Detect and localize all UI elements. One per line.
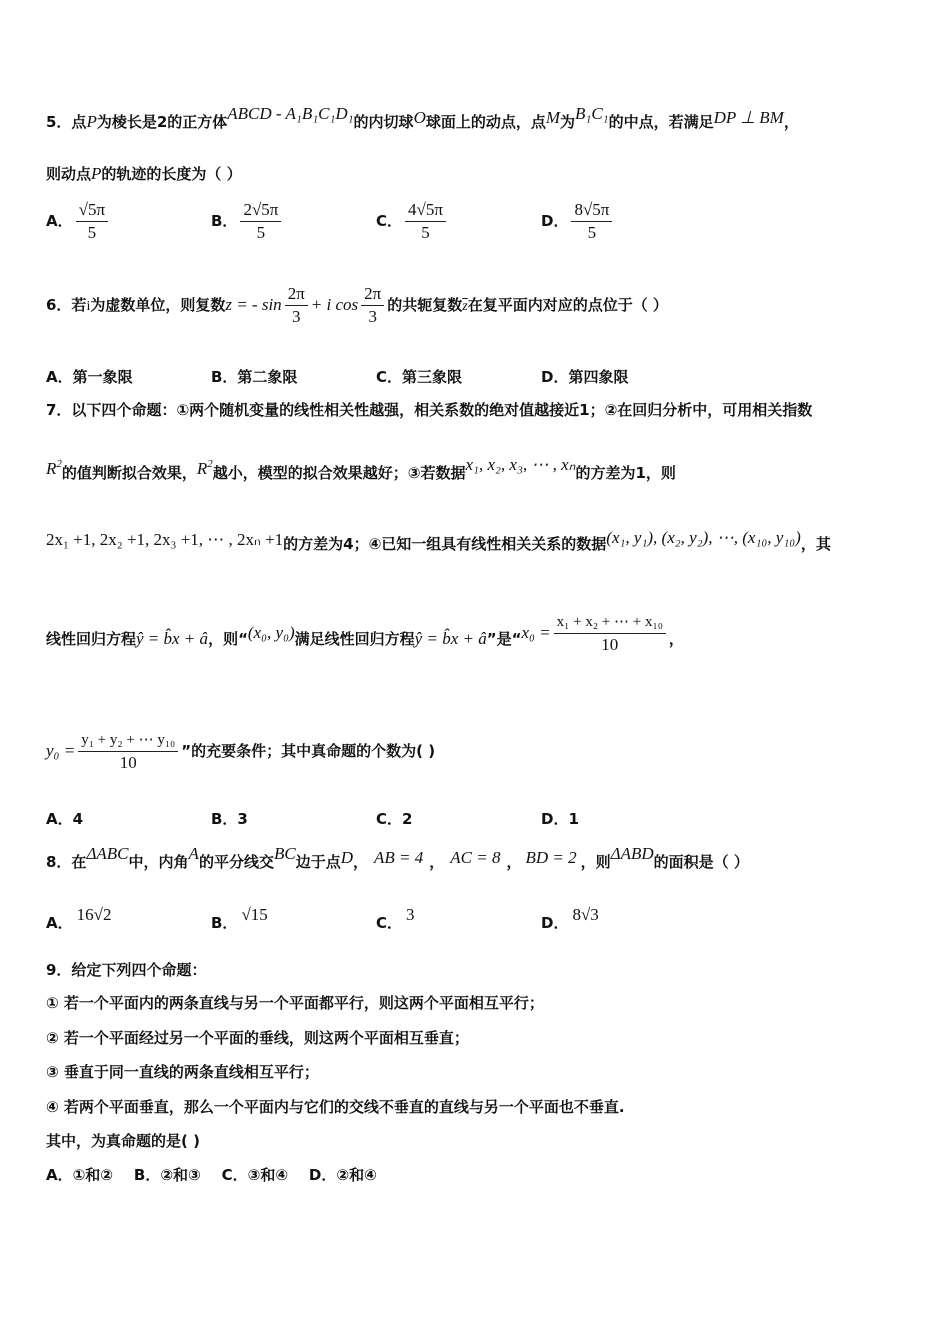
q5-text: 则动点: [46, 165, 92, 183]
q6-text: 的共轭复数: [387, 296, 463, 314]
q7-text: ”是“: [486, 630, 522, 648]
fraction: [76, 200, 108, 243]
math-P: P: [91, 164, 102, 183]
math-R: R: [196, 459, 208, 478]
q7-option-a: A．4: [46, 810, 84, 828]
denominator: 10: [601, 635, 619, 654]
math-ac: AC = 8: [450, 848, 501, 867]
math-data-2x: 2x₁ +1, 2x₂ +1, 2x₃ +1, ⋯ , 2xₙ +1: [46, 530, 284, 549]
math-x0: x₀ =: [521, 623, 551, 642]
q8-text: 的面积是（ ）: [653, 853, 749, 871]
q7-text: ”的充要条件；其中真命题的个数为( ): [181, 742, 436, 760]
fraction: [240, 200, 281, 243]
option-label: B．: [211, 914, 238, 932]
math-bd: BD = 2: [525, 848, 577, 867]
q7-line3: [46, 528, 831, 554]
numerator: 2π: [285, 284, 308, 306]
q5-text: 的轨迹的长度为（ ）: [101, 165, 242, 183]
option-label: D．: [541, 212, 569, 230]
option-value: √15: [241, 905, 268, 924]
math-regression: ŷ = b̂x + â: [136, 629, 209, 648]
denominator: 3: [291, 307, 301, 326]
q6-text: 为虚数单位，则复数: [90, 296, 226, 314]
math-z: z = - sin: [225, 295, 282, 314]
q9-options: A．①和② B．②和③ C．③和④ D．②和④: [46, 1166, 377, 1184]
q8-text: 8．在: [46, 853, 87, 871]
q5-text: 的中点，若满足: [608, 113, 714, 131]
numerator: x₁ + x₂ + ⋯ + x₁₀: [554, 612, 666, 634]
numerator: 4√5π: [405, 200, 446, 222]
denominator: 5: [87, 223, 97, 242]
q9-item-1: ① 若一个平面内的两条直线与另一个平面都平行，则这两个平面相互平行；: [46, 994, 544, 1012]
q7-text: 满足线性回归方程: [294, 630, 415, 648]
option-label: A．: [46, 914, 73, 932]
math-P: P: [86, 112, 97, 131]
math-triangle-abd: ΔABD: [610, 844, 654, 863]
q5-text: 为: [560, 113, 576, 131]
math-B1C1: B₁C₁: [575, 104, 609, 123]
q7-option-b: B．3: [211, 810, 248, 828]
math-point: (x₀, y₀): [247, 623, 295, 642]
q8-text: ，则: [580, 853, 611, 871]
numerator: 2π: [361, 284, 384, 306]
numerator: √5π: [76, 200, 108, 222]
math-D: D: [340, 848, 353, 867]
q5-text: 球面上的动点，点: [425, 113, 546, 131]
q9-item-3: ③ 垂直于同一直线的两条直线相互平行；: [46, 1063, 319, 1081]
numerator: 2√5π: [240, 200, 281, 222]
math-R: R: [46, 459, 57, 478]
q7-text: ，则“: [208, 630, 248, 648]
math-zbar: $\overline{z}$: [462, 299, 468, 314]
q8-text: 的平分线交: [198, 853, 274, 871]
denominator: 5: [256, 223, 266, 242]
q7-text: ，: [668, 630, 684, 648]
q9-question: 其中，为真命题的是( ): [46, 1132, 200, 1150]
math-ab: AB = 4: [374, 848, 424, 867]
q7-option-d: D．1: [541, 810, 579, 828]
q7-line2: [46, 455, 676, 483]
q5-text: 5．点: [46, 113, 87, 131]
q5-option-c: [376, 200, 449, 243]
q5-option-d: [541, 200, 615, 243]
option-value: 3: [406, 905, 415, 924]
denominator: 5: [587, 223, 597, 242]
math-y0: y₀ =: [46, 741, 76, 760]
q8-text: 中，内角: [128, 853, 189, 871]
q8-option-a: [46, 905, 112, 933]
q5-option-b: [211, 200, 284, 243]
fraction: [285, 284, 308, 327]
q9-item-4: ④ 若两个平面垂直，那么一个平面内与它们的交线不垂直的直线与另一个平面也不垂直.: [46, 1098, 625, 1116]
math-superscript: 2: [56, 458, 62, 470]
denominator: 5: [421, 223, 430, 242]
fraction: [554, 612, 666, 655]
option-label: D．: [541, 914, 569, 932]
q6-text: 6．若: [46, 296, 87, 314]
q6-option-c: C．第三象限: [376, 368, 463, 386]
q6-text: 在复平面内对应的点位于（ ）: [467, 296, 668, 314]
numerator: y₁ + y₂ + ⋯ y₁₀: [78, 730, 178, 752]
math-A: A: [188, 844, 199, 863]
math-regression: ŷ = b̂x + â: [414, 629, 487, 648]
denominator: 10: [119, 753, 137, 772]
math-O: O: [413, 108, 426, 127]
q8-line1: [46, 844, 749, 872]
q7-line4: [46, 614, 684, 661]
numerator: 8√5π: [571, 200, 612, 222]
q9-title: 9．给定下列四个命题：: [46, 961, 207, 979]
q8-text: ，: [506, 853, 522, 871]
q7-text: ，其: [800, 535, 831, 553]
q6-line1: [46, 284, 668, 327]
q7-text: 的方差为1，则: [575, 464, 676, 482]
q6-option-a: A．第一象限: [46, 368, 133, 386]
math-pairs: (x₁, y₁), (x₂, y₂), ⋯, (x₁₀, y₁₀): [606, 528, 801, 547]
q7-text: 的方差为4；④已知一组具有线性相关关系的数据: [283, 535, 607, 553]
q8-text: ，: [429, 853, 445, 871]
option-value: 16√2: [76, 905, 112, 924]
q8-option-c: [376, 905, 415, 933]
q5-line2: [46, 164, 242, 184]
q6-option-d: D．第四象限: [541, 368, 629, 386]
q7-line1: 7．以下四个命题：①两个随机变量的线性相关性越强，相关系数的绝对值越接近1；②在回归分析中，可用相关指数: [46, 401, 813, 419]
q7-text: 线性回归方程: [46, 630, 137, 648]
option-label: A．: [46, 212, 73, 230]
option-label: B．: [211, 212, 238, 230]
fraction: [405, 200, 446, 243]
math-BC: BC: [273, 844, 296, 863]
option-label: C．: [376, 212, 403, 230]
fraction: [361, 284, 384, 327]
q5-option-a: [46, 200, 111, 243]
fraction: [571, 200, 612, 243]
q5-text: ，: [783, 113, 799, 131]
q8-text: 边于点: [295, 853, 341, 871]
option-label: C．: [376, 914, 403, 932]
q8-text: ，: [352, 853, 368, 871]
q5-text: 的内切球: [353, 113, 414, 131]
q8-option-d: [541, 905, 599, 933]
math-data-x: x₁, x₂, x₃, ⋯ , xₙ: [465, 455, 576, 474]
q7-line5: [46, 730, 435, 773]
q7-option-c: C．2: [376, 810, 413, 828]
q5-text: 为棱长是2的正方体: [96, 113, 228, 131]
math-condition: DP ⊥ BM: [713, 108, 784, 127]
q7-text: 的值判断拟合效果，: [61, 464, 197, 482]
q6-option-b: B．第二象限: [211, 368, 298, 386]
q8-option-b: [211, 905, 268, 933]
fraction: [78, 730, 178, 773]
q7-text: 越小，模型的拟合效果越好；③若数据: [212, 464, 466, 482]
math-plus-icos: + i cos: [310, 295, 359, 314]
math-i: i: [86, 299, 91, 314]
option-value: 8√3: [572, 905, 599, 924]
math-triangle: ΔABC: [86, 844, 129, 863]
math-M: M: [545, 108, 561, 127]
math-superscript: 2: [207, 458, 213, 470]
denominator: 3: [368, 307, 377, 326]
q5-line1: [46, 104, 799, 132]
q9-item-2: ② 若一个平面经过另一个平面的垂线，则这两个平面相互垂直；: [46, 1029, 469, 1047]
math-cube: ABCD - A₁B₁C₁D₁: [227, 104, 354, 123]
